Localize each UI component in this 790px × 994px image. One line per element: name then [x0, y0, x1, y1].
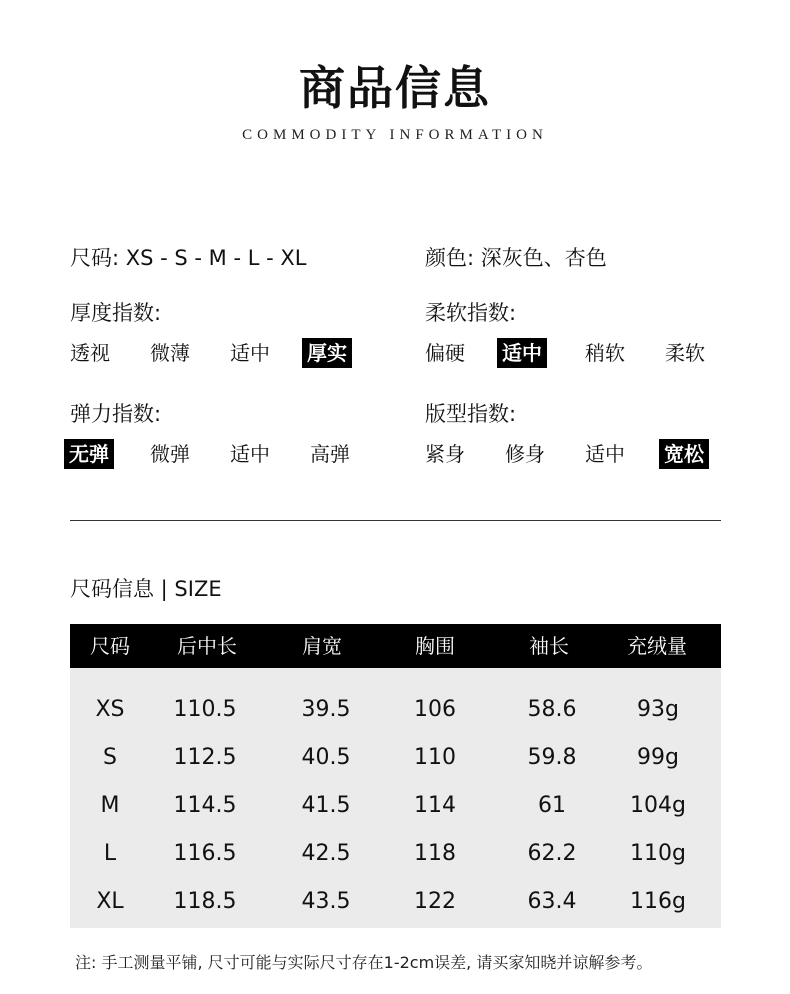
- section-divider: [70, 520, 721, 521]
- column-header-shoulder: 肩宽: [302, 634, 342, 658]
- table-row: [70, 782, 721, 830]
- softness-option: 稍软: [585, 341, 625, 365]
- table-cell: 59.8: [527, 745, 577, 770]
- size-range: 尺码: XS - S - M - L - XL: [70, 246, 307, 270]
- fit-option: 宽松: [659, 439, 709, 469]
- table-cell: S: [103, 745, 117, 770]
- thickness-label: 厚度指数:: [70, 301, 162, 325]
- thickness-option: 厚实: [302, 338, 352, 368]
- size-table-body: [70, 668, 721, 928]
- table-cell: 40.5: [301, 745, 351, 770]
- table-cell: M: [100, 793, 120, 818]
- table-cell: 106: [414, 697, 456, 722]
- table-cell: 110: [414, 745, 456, 770]
- fit-option: 紧身: [425, 442, 465, 466]
- table-cell: 116.5: [173, 841, 237, 866]
- softness-option: 偏硬: [425, 341, 465, 365]
- table-cell: 62.2: [527, 841, 577, 866]
- table-cell: 43.5: [301, 889, 351, 914]
- elasticity-label: 弹力指数:: [70, 402, 162, 426]
- size-table-header: [70, 624, 721, 668]
- column-header-sleeve: 袖长: [529, 634, 569, 658]
- page-subtitle: COMMODITY INFORMATION: [242, 127, 548, 143]
- table-cell: 61: [538, 793, 566, 818]
- table-cell: XL: [96, 889, 124, 914]
- table-cell: 122: [414, 889, 456, 914]
- softness-label: 柔软指数:: [425, 301, 517, 325]
- column-header-back-length: 后中长: [177, 634, 237, 658]
- measurement-note: 注: 手工测量平铺, 尺寸可能与实际尺寸存在1-2cm误差, 请买家知晓并谅解参考。: [75, 953, 653, 972]
- table-cell: 116g: [630, 889, 686, 914]
- table-cell: 39.5: [301, 697, 351, 722]
- table-cell: 114: [414, 793, 456, 818]
- softness-option: 适中: [497, 338, 547, 368]
- thickness-option: 微薄: [150, 341, 190, 365]
- thickness-option: 透视: [70, 341, 110, 365]
- table-row: [70, 686, 721, 734]
- elasticity-option: 高弹: [310, 442, 350, 466]
- table-cell: 41.5: [301, 793, 351, 818]
- table-cell: 93g: [637, 697, 679, 722]
- table-cell: L: [103, 841, 117, 866]
- table-cell: 42.5: [301, 841, 351, 866]
- table-cell: 63.4: [527, 889, 577, 914]
- color-info: 颜色: 深灰色、杏色: [425, 246, 607, 270]
- column-header-down-fill: 充绒量: [627, 634, 687, 658]
- column-header-size: 尺码: [90, 634, 130, 658]
- table-cell: 58.6: [527, 697, 577, 722]
- fit-label: 版型指数:: [425, 402, 517, 426]
- size-info-heading: 尺码信息 | SIZE: [70, 577, 222, 601]
- fit-option: 修身: [505, 442, 545, 466]
- elasticity-option: 适中: [230, 442, 270, 466]
- softness-option: 柔软: [665, 341, 705, 365]
- thickness-option: 适中: [230, 341, 270, 365]
- table-cell: 99g: [637, 745, 679, 770]
- table-row: [70, 830, 721, 878]
- fit-option: 适中: [585, 442, 625, 466]
- table-cell: 104g: [630, 793, 686, 818]
- table-cell: 118: [414, 841, 456, 866]
- table-cell: 118.5: [173, 889, 237, 914]
- table-cell: 110g: [630, 841, 686, 866]
- table-cell: 110.5: [173, 697, 237, 722]
- table-row: [70, 878, 721, 926]
- column-header-chest: 胸围: [415, 634, 455, 658]
- table-cell: 112.5: [173, 745, 237, 770]
- table-cell: XS: [95, 697, 125, 722]
- table-cell: 114.5: [173, 793, 237, 818]
- page-title: 商品信息: [299, 61, 491, 115]
- elasticity-option: 微弹: [150, 442, 190, 466]
- elasticity-option: 无弹: [64, 439, 114, 469]
- table-row: [70, 734, 721, 782]
